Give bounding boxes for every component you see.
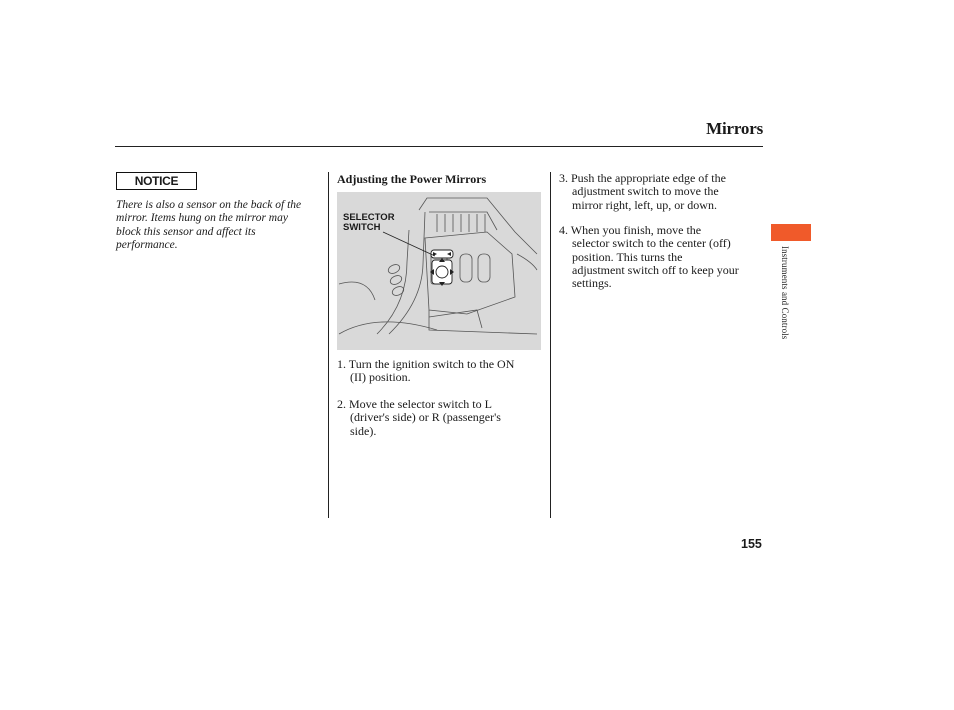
column-divider-left: [328, 172, 329, 518]
notice-text: There is also a sensor on the back of the mirror. Items hung on the mirror may block this sensor and affect its performance.: [116, 199, 302, 251]
step-2: 2. Move the selector switch to L (driver's side) or R (passenger's side).: [337, 397, 501, 438]
step-3: 3. Push the appropriate edge of the adjustment switch to move the mirror right, left, up, or down.: [559, 171, 726, 212]
step-1: 1. Turn the ignition switch to the ON (II) position.: [337, 357, 515, 385]
chapter-label: Instruments and Controls: [780, 246, 790, 340]
header-rule: [115, 146, 763, 147]
page-title: Mirrors: [706, 119, 763, 138]
section-heading: Adjusting the Power Mirrors: [337, 172, 487, 186]
column-divider-right: [550, 172, 551, 518]
notice-badge: NOTICE: [116, 172, 197, 190]
selector-switch-label: SELECTOR SWITCH: [343, 212, 395, 233]
page-number: 155: [741, 537, 762, 551]
step-4: 4. When you finish, move the selector switch to the center (off) position. This turns the adjustment switch off to keep your settings.: [559, 223, 739, 291]
chapter-tab: [771, 224, 811, 241]
